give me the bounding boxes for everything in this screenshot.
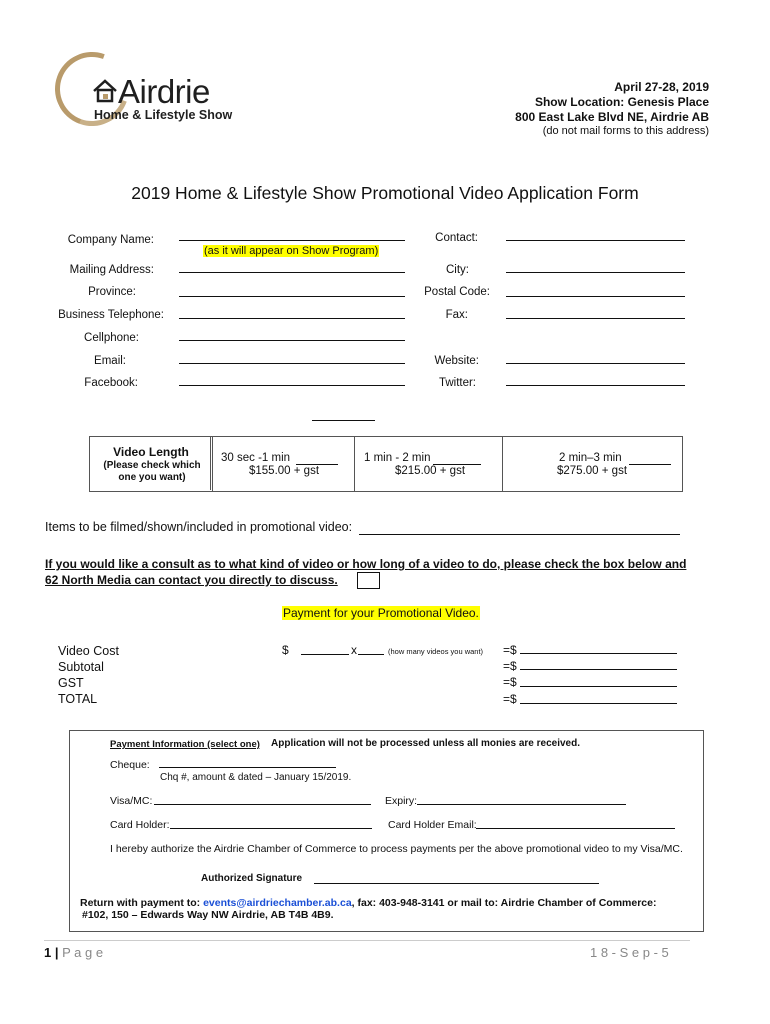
video-option-3[interactable]: [502, 437, 683, 491]
facebook-label: Facebook:: [84, 377, 138, 389]
video-cost-eq: =$: [503, 643, 517, 657]
video-option-2-length: 1 min - 2 min: [364, 452, 431, 464]
house-icon: [92, 78, 118, 104]
business-telephone-field[interactable]: [179, 318, 405, 319]
mail-note: (do not mail forms to this address): [542, 125, 709, 137]
video-option-2[interactable]: [354, 437, 503, 491]
payment-info-heading: Payment Information (select one): [110, 739, 260, 750]
mailing-address-label: Mailing Address:: [69, 264, 154, 276]
fax-label: Fax:: [445, 309, 468, 321]
video-option-2-price: $215.00 + gst: [395, 465, 466, 477]
video-cost-total-field[interactable]: [520, 653, 677, 654]
consult-line-2: 62 North Media can contact you directly to discuss.: [45, 573, 338, 587]
card-holder-email-field[interactable]: [476, 828, 675, 829]
visa-field[interactable]: [154, 804, 371, 805]
company-name-label: Company Name:: [67, 234, 154, 246]
subtotal-label: Subtotal: [58, 660, 104, 674]
video-option-1[interactable]: [212, 437, 355, 491]
items-field[interactable]: [359, 534, 680, 535]
company-name-field[interactable]: [179, 240, 405, 241]
email-label: Email:: [94, 355, 126, 367]
video-option-1-length: 30 sec -1 min: [221, 452, 291, 464]
show-location: Show Location: Genesis Place: [534, 95, 709, 109]
gst-eq: =$: [503, 675, 517, 689]
gst-label: GST: [58, 676, 84, 690]
logo-subtext: Home & Lifestyle Show: [94, 108, 233, 122]
footer-rule: [44, 940, 690, 941]
video-option-3-check[interactable]: [629, 464, 671, 465]
return-prefix: Return with payment to:: [80, 897, 201, 909]
consult-checkbox[interactable]: [357, 572, 380, 589]
contact-label: Contact:: [435, 232, 478, 244]
cheque-field[interactable]: [159, 767, 336, 768]
return-line: [80, 897, 656, 909]
dollar-sign: $: [282, 643, 289, 657]
payment-heading: Payment for your Promotional Video.: [283, 606, 479, 620]
total-eq: =$: [503, 692, 517, 706]
cheque-note: Chq #, amount & dated – January 15/2019.: [160, 772, 352, 783]
facebook-field[interactable]: [179, 385, 405, 386]
video-option-1-price: $155.00 + gst: [249, 465, 320, 477]
video-cost-field[interactable]: [301, 654, 349, 655]
page-number: 1: [44, 945, 52, 960]
twitter-field[interactable]: [506, 385, 685, 386]
cheque-label: Cheque:: [110, 759, 150, 771]
consult-line-1: If you would like a consult as to what kind of video or how long of a video to do, please check the box below and: [45, 557, 687, 571]
video-cost-label: Video Cost: [58, 644, 119, 658]
website-label: Website:: [434, 355, 479, 367]
contact-field[interactable]: [506, 240, 685, 241]
company-hint: (as it will appear on Show Program): [204, 245, 379, 257]
expiry-field[interactable]: [417, 804, 626, 805]
fax-field[interactable]: [506, 318, 685, 319]
province-label: Province:: [88, 286, 136, 298]
signature-field[interactable]: [314, 883, 599, 884]
show-address: 800 East Lake Blvd NE, Airdrie AB: [515, 110, 709, 124]
mailing-address-field[interactable]: [179, 272, 405, 273]
signature-label: Authorized Signature: [201, 873, 303, 884]
visa-label: Visa/MC:: [110, 795, 153, 807]
divider: [312, 420, 375, 421]
footer-date: 1 8 - S e p - 5: [590, 945, 669, 960]
total-label: TOTAL: [58, 692, 98, 706]
return-address: #102, 150 – Edwards Way NW Airdrie, AB T4B 4B9.: [82, 909, 334, 921]
page-word: P a g e: [62, 945, 104, 960]
website-field[interactable]: [506, 363, 685, 364]
items-label: Items to be filmed/shown/included in promotional video:: [45, 520, 353, 534]
twitter-label: Twitter:: [438, 377, 476, 389]
quantity-hint: (how many videos you want): [388, 647, 484, 656]
video-length-table: [89, 436, 683, 492]
video-length-subheader: (Please check which one you want): [103, 460, 201, 483]
return-email-link[interactable]: events@airdriechamber.ab.ca: [203, 897, 352, 909]
postal-code-field[interactable]: [506, 296, 685, 297]
total-field[interactable]: [520, 703, 677, 704]
video-option-3-length: 2 min–3 min: [559, 452, 622, 464]
gst-field[interactable]: [520, 686, 677, 687]
show-date: April 27-28, 2019: [614, 80, 709, 94]
province-field[interactable]: [179, 296, 405, 297]
subtotal-eq: =$: [503, 659, 517, 673]
city-label: City:: [446, 264, 469, 276]
card-holder-field[interactable]: [170, 828, 372, 829]
quantity-field[interactable]: [358, 654, 384, 655]
city-field[interactable]: [506, 272, 685, 273]
authorize-text: I hereby authorize the Airdrie Chamber of Commerce to process payments per the above promotional video to my Visa/MC.: [110, 843, 683, 855]
subtotal-field[interactable]: [520, 669, 677, 670]
expiry-label: Expiry:: [385, 795, 418, 807]
card-holder-email-label: Card Holder Email:: [388, 819, 477, 831]
postal-code-label: Postal Code:: [424, 286, 490, 298]
logo-text: Airdrie: [118, 73, 210, 110]
page-separator: |: [54, 945, 59, 960]
video-length-header: Video Length: [113, 445, 189, 459]
form-title: 2019 Home & Lifestyle Show Promotional Video Application Form: [131, 183, 639, 203]
return-suffix: , fax: 403-948-3141 or mail to: Airdrie Chamber of Commerce:: [351, 897, 657, 909]
times-sign: x: [351, 643, 357, 657]
card-holder-label: Card Holder:: [110, 819, 170, 831]
email-field[interactable]: [179, 363, 405, 364]
payment-info-notice: Application will not be processed unless all monies are received.: [271, 738, 580, 749]
footer-page: [44, 945, 103, 960]
cellphone-label: Cellphone:: [84, 332, 139, 344]
video-option-3-price: $275.00 + gst: [557, 465, 628, 477]
cellphone-field[interactable]: [179, 340, 405, 341]
business-telephone-label: Business Telephone:: [58, 309, 164, 321]
